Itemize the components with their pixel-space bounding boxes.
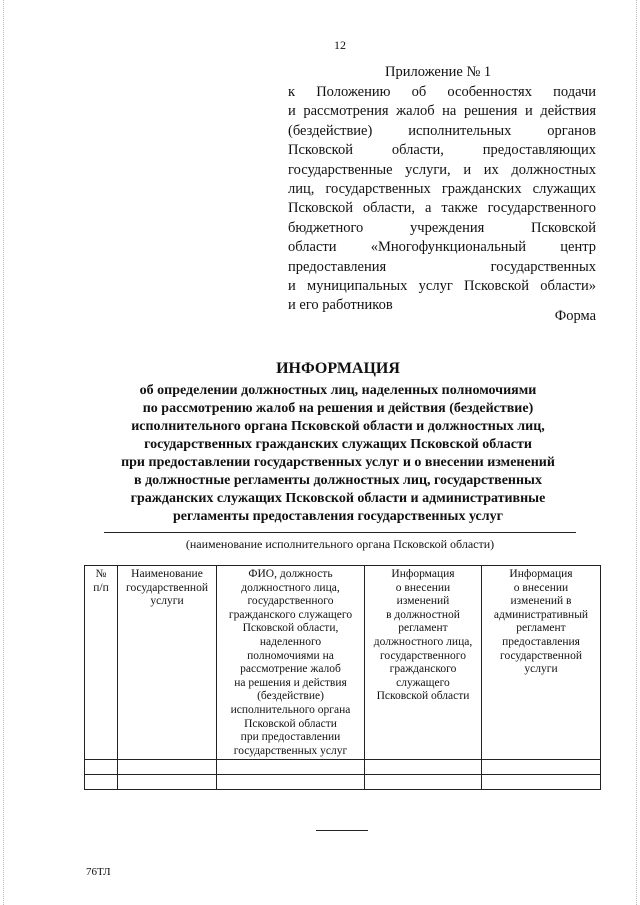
appendix-line: Псковской области, а также государственного	[288, 200, 596, 217]
left-page-edge	[3, 0, 4, 905]
information-table	[84, 565, 601, 790]
table-cell	[85, 760, 118, 775]
appendix-line: и его работников	[288, 297, 393, 314]
table-row	[85, 775, 601, 790]
header-cell-job-regulation: Информация о внесении изменений в должностной регламент должностного лица, государственного гражданского служащего Псковской области	[365, 566, 482, 760]
subtitle-line: в должностные регламенты должностных лиц, государственных	[134, 473, 542, 488]
appendix-line: и муниципальных услуг Псковской области»	[288, 278, 596, 295]
table-cell	[365, 760, 482, 775]
appendix-line: государственные услуги, и их должностных	[288, 161, 596, 178]
table-cell	[118, 760, 217, 775]
subtitle-line: государственных гражданских служащих Псковской области	[144, 437, 532, 452]
table-row	[85, 760, 601, 775]
header-cell-admin-regulation: Информация о внесении изменений в административный регламент предоставления государственной услуги	[482, 566, 601, 760]
document-heading: ИНФОРМАЦИЯ	[276, 360, 400, 377]
appendix-line: и рассмотрения жалоб на решения и действия	[288, 103, 596, 120]
appendix-line: (бездействие) исполнительных органов	[288, 122, 596, 139]
appendix-body	[288, 83, 596, 316]
appendix-line: лиц, государственных гражданских служащих	[288, 181, 596, 198]
subtitle-line: регламенты предоставления государственных услуг	[173, 509, 503, 524]
footer-code: 76ТЛ	[86, 866, 111, 878]
header-cell-number: № п/п	[85, 566, 118, 760]
right-page-edge	[636, 0, 637, 905]
table-cell	[482, 760, 601, 775]
org-name-caption: (наименование исполнительного органа Псковской области)	[185, 537, 495, 551]
header-cell-official: ФИО, должность должностного лица, государственного гражданского служащего Псковской области, наделенного полномочиями на рассмотрение жалоб на решения и действия (бездействие) исполнительного органа Псковской области при предоставлении государственных услуг	[217, 566, 365, 760]
table-cell	[482, 775, 601, 790]
table-header-row	[85, 566, 601, 760]
appendix-line: предоставления государственных	[288, 258, 596, 275]
table-cell	[217, 775, 365, 790]
appendix-line: к Положению об особенностях подачи	[288, 84, 596, 100]
closing-rule	[316, 830, 368, 831]
subtitle-line: по рассмотрению жалоб на решения и действия (бездействие)	[142, 401, 534, 416]
appendix-line: Псковской области, предоставляющих	[288, 142, 596, 159]
subtitle-line: об определении должностных лиц, наделенных полномочиями	[139, 383, 537, 398]
subtitle-line: гражданских служащих Псковской области и административные	[130, 491, 546, 506]
header-cell-service-name: Наименование государственной услуги	[118, 566, 217, 760]
table-cell	[85, 775, 118, 790]
appendix-line: бюджетного учреждения Псковской	[288, 219, 596, 236]
document-subtitle	[62, 382, 614, 526]
table-cell	[217, 760, 365, 775]
table-cell	[365, 775, 482, 790]
appendix-line: области «Многофункциональный центр	[288, 239, 596, 256]
subtitle-line: при предоставлении государственных услуг и о внесении изменений	[121, 455, 555, 470]
appendix-title: Приложение № 1	[385, 64, 492, 80]
page-number: 12	[334, 38, 346, 52]
subtitle-line: исполнительного органа Псковской области и должностных лиц,	[131, 419, 545, 434]
table-cell	[118, 775, 217, 790]
form-label: Форма	[554, 308, 596, 324]
org-name-underline	[104, 532, 576, 533]
